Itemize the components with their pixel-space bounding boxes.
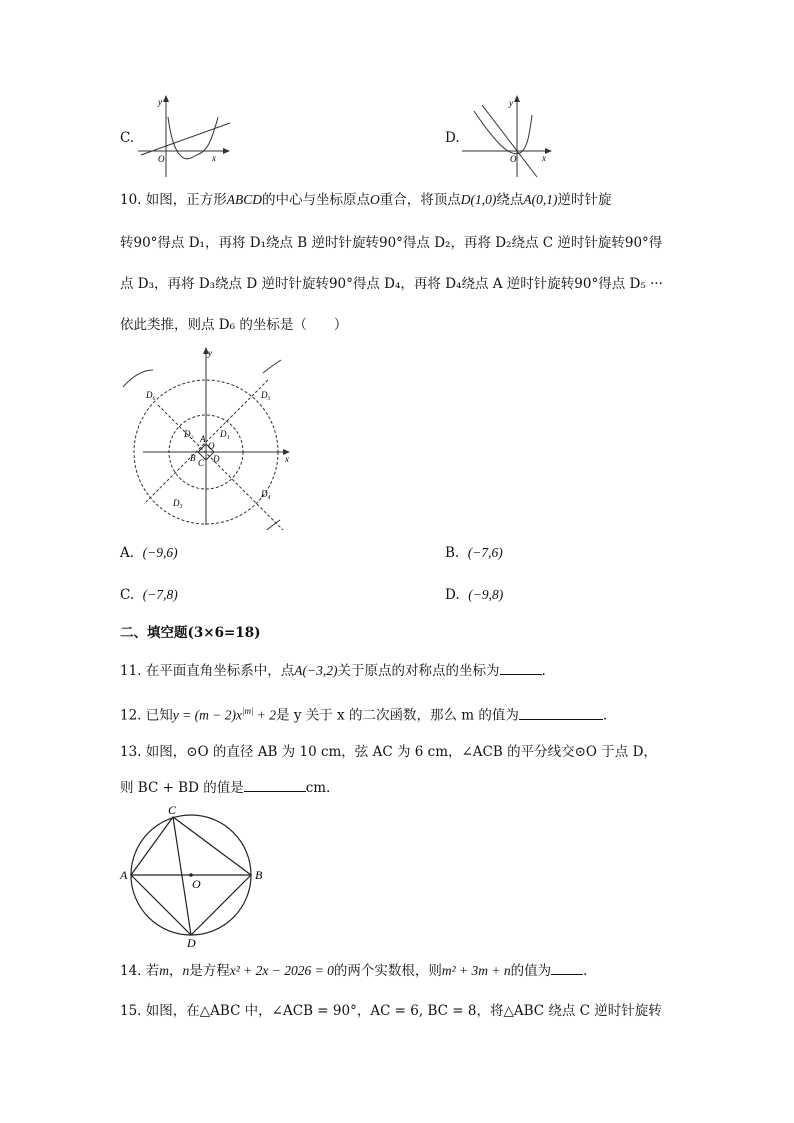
q12-line: 12. 已知$y = (m - 2)x^{|m|} + 2$是 y 关于 x 的二次函数，那么 m 的值为 . — [120, 706, 608, 724]
svg-text:D: D — [187, 936, 196, 950]
svg-text:D₆: D₆ — [146, 390, 156, 400]
svg-text:B: B — [255, 868, 263, 882]
q14-answer-blank[interactable] — [551, 960, 583, 975]
q10-line-2: 转90°得点 D₁，再将 D₁绕点 B 逆时针旋转90°得点 D₂，再将 D₂绕点 C 逆时针旋转90°得 — [120, 235, 663, 251]
q10-line-1: 10. 如图，正方形ABCD的中心与坐标原点O重合，将顶点D(1,0)绕点A(0,1)逆时针旋 — [120, 192, 612, 208]
svg-text:D₄: D₄ — [261, 489, 271, 499]
svg-text:D₃: D₃ — [173, 498, 183, 508]
q10-option-d: D. (−9,8) — [445, 587, 504, 603]
q10-option-a: A. (−9,6) — [120, 545, 178, 561]
section-title-fill-in: 二、填空题(3×6=18) — [120, 625, 261, 641]
q10-option-b: B. (−7,6) — [445, 545, 503, 561]
q13-line-1: 13. 如图，⊙O 的直径 AB 为 10 cm，弦 AC 为 6 cm，∠ACB 的平分线交⊙O 于点 D， — [120, 744, 657, 760]
svg-text:y: y — [208, 348, 212, 358]
svg-text:O: O — [510, 154, 517, 164]
q9-option-c-label: C. — [120, 130, 135, 146]
q9-option-c-graph — [138, 95, 233, 180]
svg-text:C: C — [198, 458, 205, 468]
q15-line: 15. 如图，在△ABC 中，∠ACB = 90°，AC = 6, BC = 8，将△ABC 绕点 C 逆时针旋转 — [120, 1003, 662, 1019]
q10-option-c: C. (−7,8) — [120, 587, 178, 603]
svg-text:D₁: D₁ — [220, 429, 230, 439]
q10-line-4: 依此类推，则点 D₆ 的坐标是（ ） — [120, 317, 348, 333]
q13-circle-figure — [118, 800, 268, 950]
svg-text:x: x — [285, 454, 289, 464]
svg-text:O: O — [192, 877, 201, 891]
svg-text:C: C — [168, 803, 177, 817]
svg-text:y: y — [158, 97, 162, 107]
svg-text:O: O — [208, 441, 215, 451]
q10-line-3: 点 D₃，再将 D₃绕点 D 逆时针旋转90°得点 D₄，再将 D₄绕点 A 逆时针旋转90°得点 D₅ ··· — [120, 276, 663, 292]
q10-rotation-figure — [118, 345, 303, 530]
q12-answer-blank[interactable] — [519, 705, 603, 720]
svg-text:D: D — [213, 454, 220, 464]
q9-option-d-label: D. — [445, 130, 460, 146]
svg-text:A: A — [200, 434, 206, 444]
q13-answer-blank[interactable] — [244, 777, 306, 792]
svg-text:D₅: D₅ — [261, 390, 271, 400]
q9-option-d-graph — [462, 95, 557, 180]
svg-text:B: B — [190, 453, 196, 463]
q11-answer-blank[interactable] — [500, 660, 542, 675]
svg-text:y: y — [509, 98, 513, 108]
q14-line: 14. 若m，n是方程x² + 2x − 2026 = 0的两个实数根，则m² + 3m + n的值为 . — [120, 960, 587, 981]
svg-text:D₂: D₂ — [184, 429, 194, 439]
svg-text:x: x — [542, 153, 546, 163]
q13-line-2: 则 BC + BD 的值是 cm． — [120, 777, 340, 798]
q11-line: 11. 在平面直角坐标系中，点A(−3,2)关于原点的对称点的坐标为 . — [120, 660, 546, 681]
svg-text:O: O — [158, 154, 165, 164]
svg-text:x: x — [212, 153, 216, 163]
svg-text:A: A — [120, 868, 128, 882]
